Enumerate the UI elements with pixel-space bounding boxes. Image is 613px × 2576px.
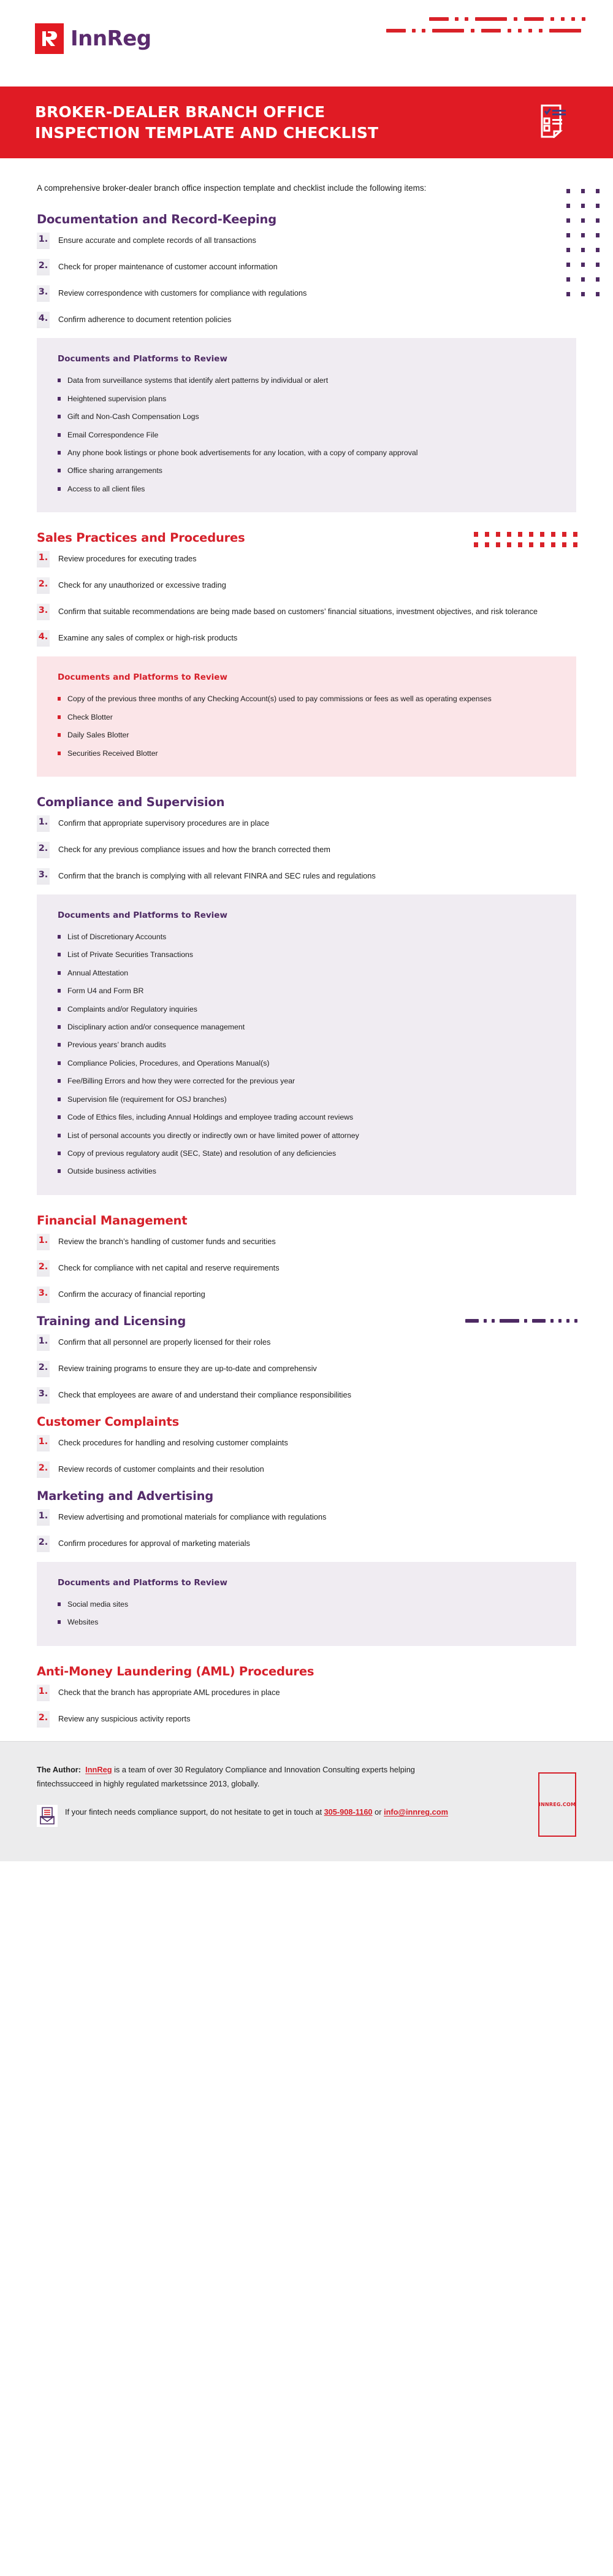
content-area — [0, 180, 613, 1728]
checklist-item-number: 2. — [37, 1361, 50, 1377]
documents-review-item: Websites — [58, 1617, 555, 1628]
clipboard-checklist-icon — [540, 104, 567, 141]
checklist-item[interactable] — [37, 1685, 576, 1701]
section-title: Compliance and Supervision — [37, 794, 225, 809]
checklist-item[interactable] — [37, 577, 576, 594]
section-title: Marketing and Advertising — [37, 1488, 214, 1503]
documents-review-item: List of Discretionary Accounts — [58, 931, 555, 943]
checklist-item[interactable] — [37, 1334, 576, 1351]
checklist-item[interactable] — [37, 1509, 576, 1526]
checklist-item-label: Check for proper maintenance of customer account information — [58, 262, 278, 272]
author-rest: is a team of over 30 Regulatory Compliance and Innovation Consulting experts helping fintechssucceed in highly regulated marketssince 2013, globally. — [37, 1764, 415, 1789]
section-title: Customer Complaints — [37, 1414, 179, 1429]
checklist-item-number: 4. — [37, 312, 50, 328]
documents-review-box — [37, 894, 576, 1195]
documents-review-heading: Documents and Platforms to Review — [58, 672, 227, 683]
checklist-item-number: 1. — [37, 233, 50, 249]
checklist-item-label: Confirm procedures for approval of marketing materials — [58, 1538, 250, 1548]
checklist-item-number: 2. — [37, 1711, 50, 1728]
checklist-item[interactable] — [37, 233, 576, 249]
author-label: The Author: — [37, 1764, 82, 1774]
checklist-item[interactable] — [37, 1234, 576, 1250]
checklist-item-label: Review correspondence with customers for compliance with regulations — [58, 288, 307, 298]
documents-review-item: Email Correspondence File — [58, 429, 555, 441]
documents-review-item: Compliance Policies, Procedures, and Operations Manual(s) — [58, 1058, 555, 1069]
section-title: Documentation and Record-Keeping — [37, 212, 276, 227]
checklist-item-number: 3. — [37, 604, 50, 620]
checklist — [37, 1435, 576, 1478]
checklist-item-number: 3. — [37, 868, 50, 885]
checklist-item[interactable] — [37, 1387, 576, 1404]
checklist — [37, 1234, 576, 1303]
checklist-item-label: Review procedures for executing trades — [58, 554, 197, 564]
documents-review-item: Code of Ethics files, including Annual Holdings and employee trading account reviews — [58, 1112, 555, 1123]
documents-review-item: Previous years’ branch audits — [58, 1039, 555, 1051]
section — [37, 1664, 576, 1728]
checklist — [37, 1334, 576, 1404]
site-badge-label: INNREG.COM — [538, 1801, 576, 1807]
documents-review-box — [37, 656, 576, 777]
checklist-item[interactable] — [37, 815, 576, 832]
checklist-item[interactable] — [37, 1286, 576, 1303]
documents-review-item: Outside business activities — [58, 1166, 555, 1177]
documents-review-item: List of personal accounts you directly or indirectly own or have limited power of attorney — [58, 1130, 555, 1142]
documents-review-item: Securities Received Blotter — [58, 748, 555, 759]
checklist-item[interactable] — [37, 312, 576, 328]
checklist-item-label: Review training programs to ensure they are up-to-date and comprehensiv — [58, 1363, 317, 1373]
documents-review-box — [37, 338, 576, 512]
checklist-item-label: Check for compliance with net capital and reserve requirements — [58, 1263, 280, 1272]
documents-review-list — [58, 693, 555, 759]
checklist-item-label: Check that employees are aware of and understand their compliance responsibilities — [58, 1390, 352, 1399]
decoration-square-grid-red — [474, 532, 577, 547]
checklist-item-number: 1. — [37, 1334, 50, 1351]
checklist-item-number: 2. — [37, 259, 50, 275]
checklist-item[interactable] — [37, 1361, 576, 1377]
documents-review-item: Copy of the previous three months of any Checking Account(s) used to pay commissions or fees as well as operating expenses — [58, 693, 555, 705]
checklist-item-label: Review any suspicious activity reports — [58, 1713, 191, 1723]
site-badge[interactable] — [538, 1772, 576, 1837]
documents-review-box — [37, 1562, 576, 1646]
section — [37, 212, 576, 512]
page-title — [35, 102, 378, 143]
checklist-item-number: 3. — [37, 1387, 50, 1404]
checklist-item-number: 1. — [37, 1685, 50, 1701]
section — [37, 1489, 576, 1646]
checklist-item-label: Check for any previous compliance issues and how the branch corrected them — [58, 844, 330, 854]
documents-review-list — [58, 931, 555, 1178]
decoration-dashes-purple — [465, 1319, 577, 1323]
checklist — [37, 815, 576, 885]
checklist-item[interactable] — [37, 1711, 576, 1728]
checklist-item[interactable] — [37, 604, 576, 620]
page-title-line2: INSPECTION TEMPLATE AND CHECKLIST — [35, 123, 379, 142]
documents-review-heading: Documents and Platforms to Review — [58, 1577, 227, 1588]
checklist-item-label: Examine any sales of complex or high-risk products — [58, 633, 238, 643]
checklist — [37, 1509, 576, 1552]
checklist-item[interactable] — [37, 1435, 576, 1451]
documents-review-item: Access to all client files — [58, 483, 555, 495]
checklist-item-number: 3. — [37, 1286, 50, 1303]
section — [37, 795, 576, 1195]
checklist-item-label: Confirm adherence to document retention policies — [58, 315, 232, 325]
checklist — [37, 1685, 576, 1728]
author-blurb — [37, 1763, 460, 1791]
documents-review-item: Copy of previous regulatory audit (SEC, State) and resolution of any deficiencies — [58, 1148, 555, 1159]
phone-link[interactable]: 305-908-1160 — [324, 1807, 373, 1817]
decoration-dashes-top-b — [386, 29, 581, 33]
checklist-item-number: 1. — [37, 1509, 50, 1526]
footer — [0, 1741, 613, 1861]
checklist-item-label: Confirm that all personnel are properly licensed for their roles — [58, 1337, 271, 1347]
innreg-link[interactable]: InnReg — [85, 1764, 112, 1774]
checklist-item-label: Review the branch’s handling of customer funds and securities — [58, 1236, 276, 1246]
contact-prefix: If your fintech needs compliance support, do not hesitate to get in touch at — [65, 1807, 324, 1817]
email-link[interactable]: info@innreg.com — [384, 1807, 448, 1817]
checklist-item-number: 1. — [37, 1435, 50, 1451]
documents-review-heading: Documents and Platforms to Review — [58, 354, 227, 364]
sections-container — [37, 212, 576, 1727]
checklist-item-label: Check procedures for handling and resolving customer complaints — [58, 1437, 288, 1447]
contact-or: or — [372, 1807, 384, 1817]
brand-logo[interactable] — [35, 23, 151, 54]
contact-text — [65, 1805, 448, 1820]
top-bar — [0, 0, 613, 77]
r-monogram-icon — [35, 23, 64, 54]
decoration-dashes-top-a — [429, 17, 585, 21]
checklist-item-number: 2. — [37, 1461, 50, 1478]
checklist-item-number: 2. — [37, 1536, 50, 1552]
footer-strip — [37, 1865, 140, 1878]
documents-review-item: Supervision file (requirement for OSJ branches) — [58, 1094, 555, 1105]
documents-review-item: List of Private Securities Transactions — [58, 949, 555, 961]
section-title: Anti-Money Laundering (AML) Procedures — [37, 1664, 314, 1678]
footer-left — [37, 1763, 460, 1827]
checklist-item-label: Review records of customer complaints and their resolution — [58, 1464, 264, 1474]
documents-review-item: Any phone book listings or phone book advertisements for any location, with a copy of company approval — [58, 447, 555, 459]
checklist-item[interactable] — [37, 630, 576, 647]
hero-banner — [0, 87, 613, 158]
documents-review-item: Complaints and/or Regulatory inquiries — [58, 1004, 555, 1015]
section-title: Training and Licensing — [37, 1313, 186, 1328]
checklist-item[interactable] — [37, 285, 576, 302]
checklist-item-label: Ensure accurate and complete records of all transactions — [58, 236, 256, 245]
checklist-item-number: 1. — [37, 815, 50, 832]
checklist-item-number: 2. — [37, 577, 50, 594]
documents-review-item: Gift and Non-Cash Compensation Logs — [58, 411, 555, 423]
section-title: Financial Management — [37, 1213, 188, 1228]
section — [37, 1415, 576, 1478]
checklist-item[interactable] — [37, 1260, 576, 1277]
section-title: Sales Practices and Procedures — [37, 531, 245, 545]
checklist-item[interactable] — [37, 842, 576, 858]
checklist-item-label: Confirm the accuracy of financial reporting — [58, 1289, 205, 1299]
checklist-item[interactable] — [37, 551, 576, 567]
mail-document-icon — [37, 1805, 58, 1827]
section — [37, 1213, 576, 1303]
checklist-item-label: Check that the branch has appropriate AML procedures in place — [58, 1687, 280, 1697]
intro-paragraph: A comprehensive broker-dealer branch office inspection template and checklist include the following items: — [37, 183, 427, 193]
documents-review-item: Data from surveillance systems that identify alert patterns by individual or alert — [58, 375, 555, 386]
checklist-item-label: Check for any unauthorized or excessive trading — [58, 580, 226, 590]
documents-review-heading: Documents and Platforms to Review — [58, 910, 227, 920]
checklist-item-label: Confirm that the branch is complying with all relevant FINRA and SEC rules and regulations — [58, 871, 376, 880]
checklist-item-number: 3. — [37, 285, 50, 302]
documents-review-item: Form U4 and Form BR — [58, 985, 555, 997]
section — [37, 1314, 576, 1404]
checklist-item-number: 1. — [37, 1234, 50, 1250]
checklist — [37, 233, 576, 328]
documents-review-item: Daily Sales Blotter — [58, 729, 555, 741]
documents-review-item: Check Blotter — [58, 712, 555, 723]
checklist-item-label: Review advertising and promotional materials for compliance with regulations — [58, 1512, 327, 1521]
brand-name: InnReg — [70, 26, 151, 51]
checklist-item[interactable] — [37, 259, 576, 275]
checklist-item-number: 1. — [37, 551, 50, 567]
checklist-item-number: 2. — [37, 842, 50, 858]
documents-review-item: Annual Attestation — [58, 967, 555, 979]
section — [37, 531, 576, 777]
checklist-item-label: Confirm that appropriate supervisory procedures are in place — [58, 818, 270, 828]
page-title-line1: BROKER-DEALER BRANCH OFFICE — [35, 103, 326, 121]
checklist-item[interactable] — [37, 1536, 576, 1552]
documents-review-item: Fee/Billing Errors and how they were corrected for the previous year — [58, 1075, 555, 1087]
documents-review-list — [58, 1599, 555, 1629]
checklist-item-number: 4. — [37, 630, 50, 647]
checklist-item-number: 2. — [37, 1260, 50, 1277]
checklist-item[interactable] — [37, 1461, 576, 1478]
contact-row — [37, 1805, 460, 1827]
documents-review-item: Disciplinary action and/or consequence management — [58, 1021, 555, 1033]
documents-review-item: Office sharing arrangements — [58, 465, 555, 477]
documents-review-item: Heightened supervision plans — [58, 393, 555, 405]
checklist — [37, 551, 576, 647]
documents-review-item: Social media sites — [58, 1599, 555, 1610]
documents-review-list — [58, 375, 555, 495]
checklist-item-label: Confirm that suitable recommendations are being made based on customers’ financial situations, investment objectives, and risk tolerance — [58, 607, 538, 617]
checklist-item[interactable] — [37, 868, 576, 885]
